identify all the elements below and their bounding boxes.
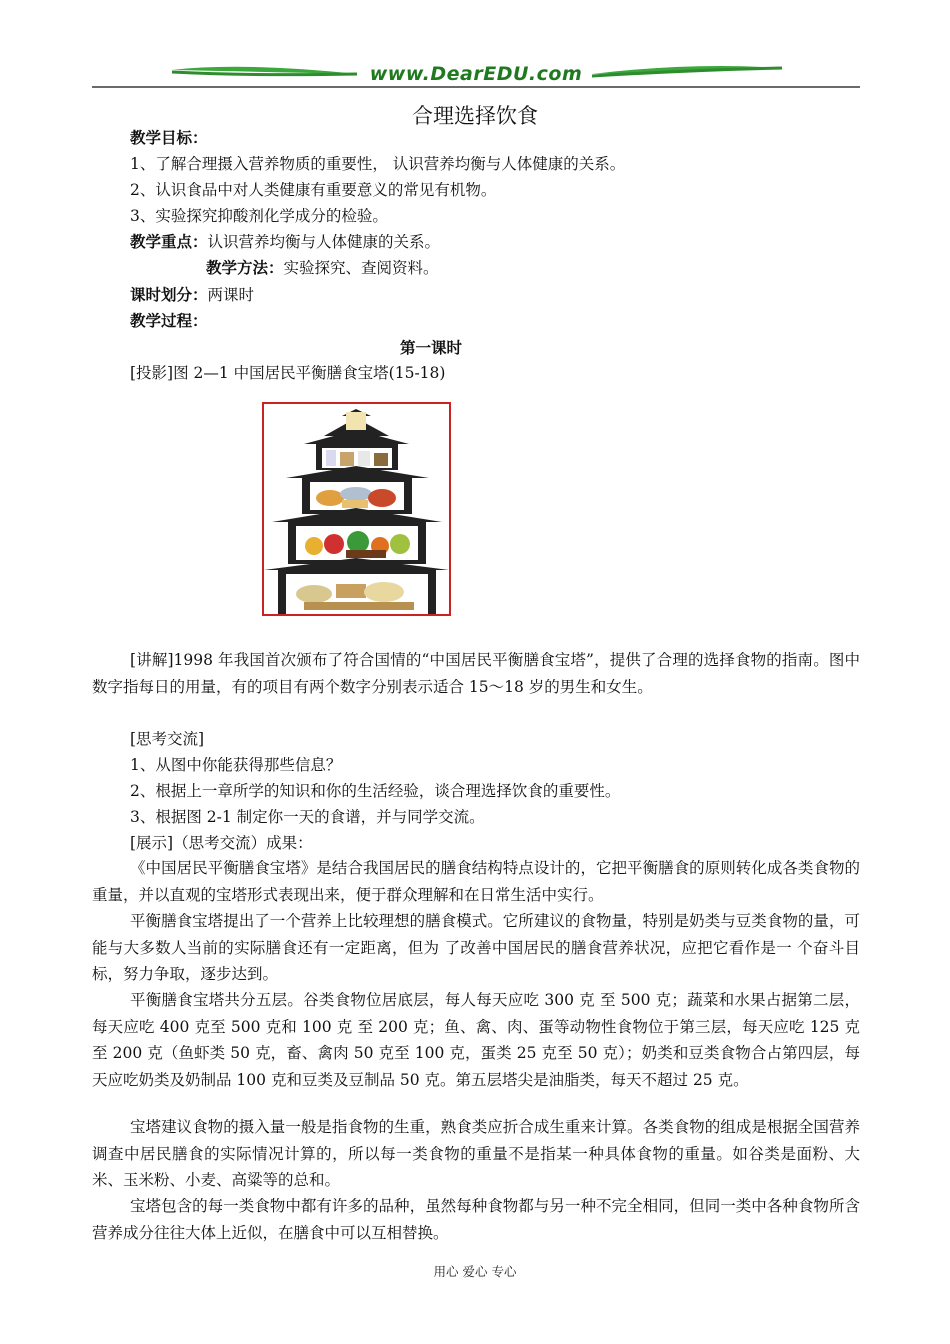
- objectives-heading: 教学目标：: [130, 128, 208, 147]
- body-paragraph: 《中国居民平衡膳食宝塔》是结合我国居民的膳食结构特点设计的，它把平衡膳食的原则转化成各类食物的重量，并以直观的宝塔形式表现出来，便于群众理解和在日常生活中实行。: [92, 859, 860, 904]
- think-item: 3、根据图 2-1 制定你一天的食谱，并与同学交流。: [130, 808, 485, 826]
- think-item: 2、根据上一章所学的知识和你的生活经验，谈合理选择饮食的重要性。: [130, 782, 621, 800]
- key-point: [130, 231, 440, 253]
- think-heading: [思考交流]: [130, 730, 205, 748]
- key-point-text: 认识营养均衡与人体健康的关系。: [207, 233, 441, 251]
- schedule: [130, 284, 254, 306]
- body-paragraph: 宝塔建议食物的摄入量一般是指食物的生重，熟食类应折合成生重来计算。各类食物的组成是根据全国营养调查中居民膳食的实际情况计算的，所以每一类食物的重量不是指某一种具体食物的重量。如谷类是面粉、大米、玉米粉、小麦、高粱等的总和。: [92, 1118, 860, 1189]
- body-paragraph: 平衡膳食宝塔共分五层。谷类食物位居底层，每人每天应吃 300 克 至 500 克；蔬菜和水果占据第二层，每天应吃 400 克至 500 克和 100 克 至 200 克；鱼、禽、肉、蛋等动物性食物位于第三层，每天应吃 125 克至 200 克（鱼虾类 50 克，畜、禽肉 50 克至 100 克，蛋类 25 克至 50 克）；奶类和豆类食物合占第四层，每天应吃奶类及奶制品 100 克和豆类及豆制品 50 克。第五层塔尖是油脂类，每天不超过 25 克。: [92, 991, 860, 1089]
- body-paragraph: 平衡膳食宝塔提出了一个营养上比较理想的膳食模式。它所建议的食物量，特别是奶类与豆类食物的量，可能与大多数人当前的实际膳食还有一定距离，但为 了改善中国居民的膳食营养状况，应把它看作是一 个奋斗目标，努力争取，逐步达到。: [92, 912, 860, 983]
- schedule-label: 课时划分：: [130, 285, 208, 304]
- key-point-label: 教学重点：: [130, 232, 208, 251]
- objective-item: 3、实验探究抑酸剂化学成分的检验。: [130, 207, 388, 225]
- method: [206, 257, 439, 279]
- explanation-paragraph: [讲解]1998 年我国首次颁布了符合国情的“中国居民平衡膳食宝塔”，提供了合理的选择食物的指南。图中数字指每日的用量，有的项目有两个数字分别表示适合 15～18 岁的男生和女生。: [92, 651, 860, 696]
- body-paragraph: 宝塔包含的每一类食物中都有许多的品种，虽然每种食物都与另一种不完全相同，但同一类中各种食物所含营养成分往往大体上近似，在膳食中可以互相替换。: [92, 1197, 860, 1242]
- schedule-text: 两课时: [207, 286, 255, 304]
- method-text: 实验探究、查阅资料。: [283, 259, 439, 277]
- page-footer: 用心 爱心 专心: [433, 1264, 517, 1279]
- site-name: www.DearEDU.com: [369, 63, 583, 85]
- objective-item: 2、认识食品中对人类健康有重要意义的常见有机物。: [130, 181, 497, 199]
- food-pyramid-illustration-icon: [264, 404, 449, 614]
- think-item: 1、从图中你能获得那些信息？: [130, 756, 342, 774]
- showcase-heading: [展示]（思考交流）成果：: [130, 834, 313, 852]
- projection-caption: [投影]图 2—1 中国居民平衡膳食宝塔(15-18): [130, 364, 446, 382]
- process-label: 教学过程：: [130, 311, 208, 330]
- objective-item: 1、了解合理摄入营养物质的重要性， 认识营养均衡与人体健康的关系。: [130, 155, 626, 173]
- page-title: 合理选择饮食: [412, 104, 538, 128]
- food-pyramid-figure: [262, 402, 451, 616]
- page-header: [92, 60, 860, 90]
- lesson-heading: 第一课时: [400, 338, 463, 357]
- method-label: 教学方法：: [206, 258, 284, 277]
